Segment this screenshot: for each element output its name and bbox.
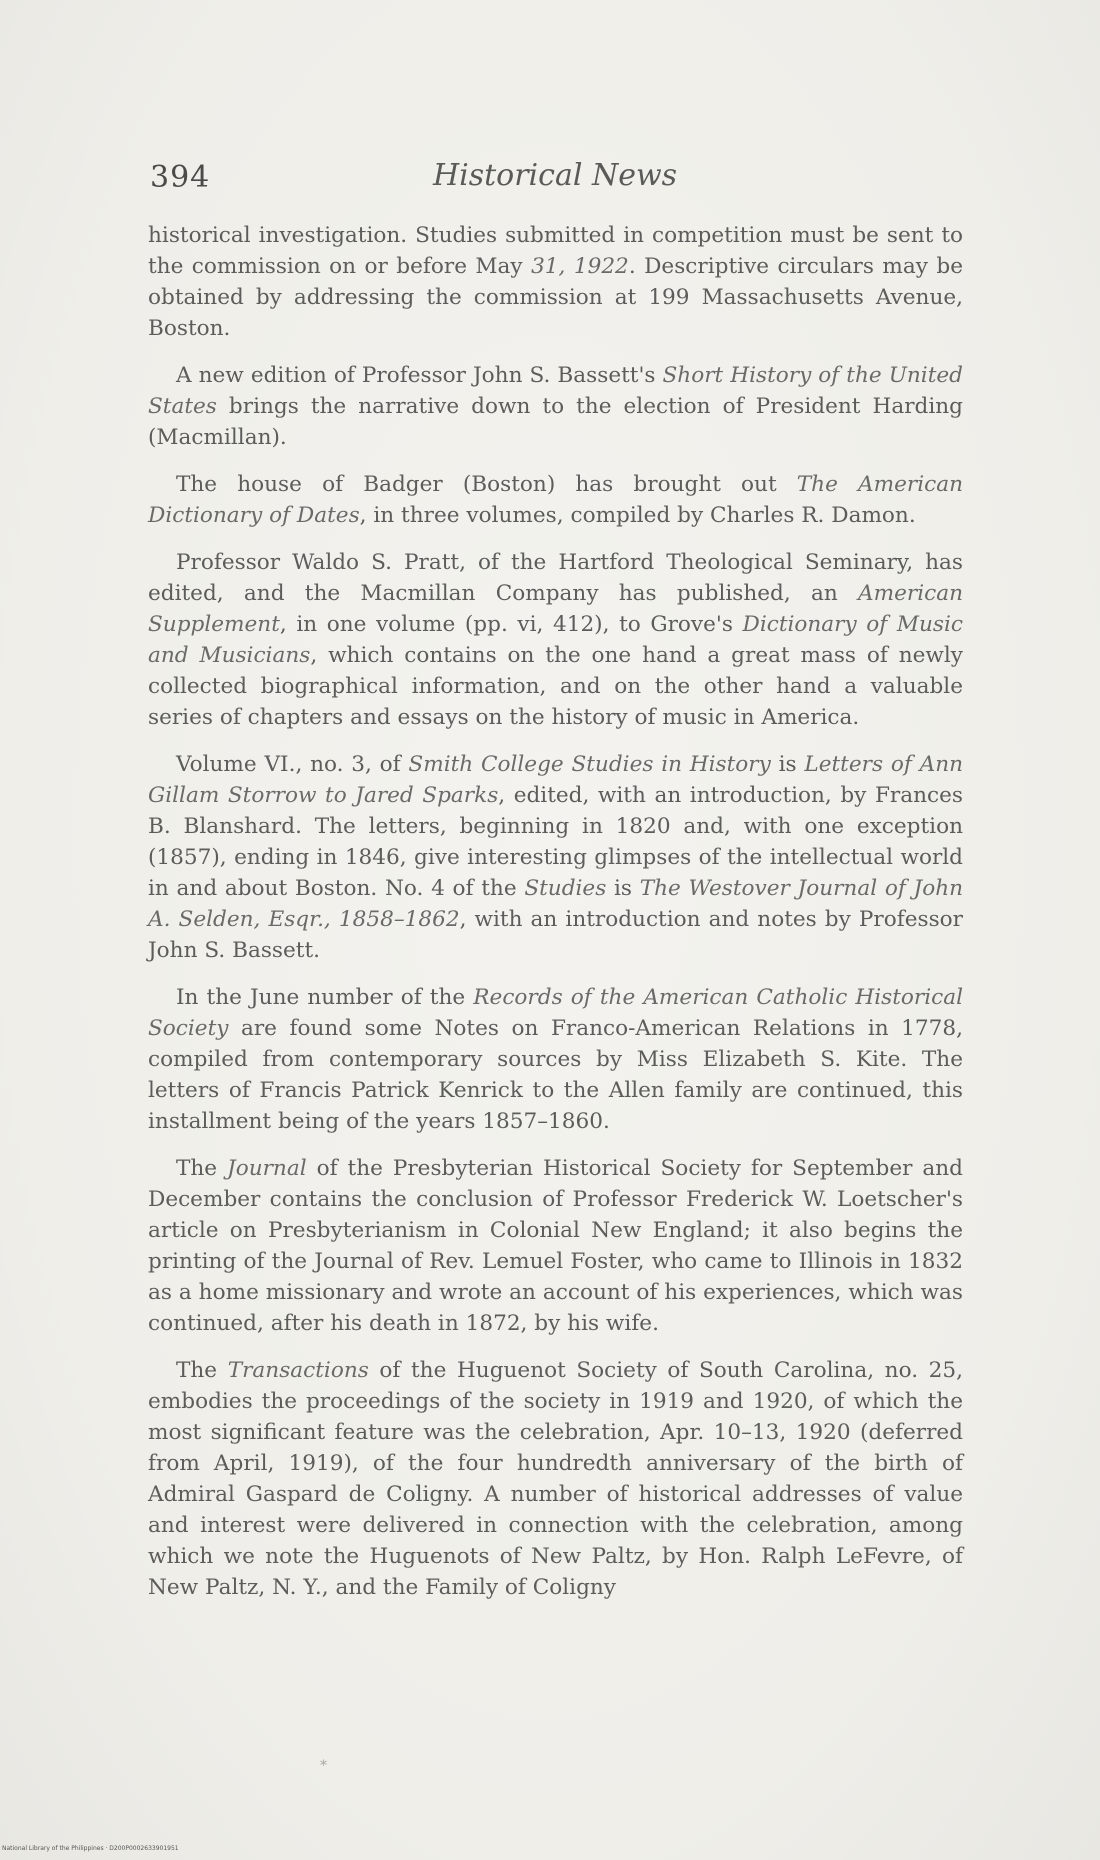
italic-title: Letters of Ann Gillam Storrow to Jared Sparks <box>148 752 964 808</box>
text-run: The <box>176 1156 228 1181</box>
page-header <box>150 158 960 198</box>
paragraph <box>148 1153 963 1339</box>
text-run: brings the narrative down to the election of President Harding (Macmillan). <box>148 394 963 450</box>
italic-title: American Supplement <box>148 581 963 637</box>
text-run: The house of Badger (Boston) has brought out <box>176 472 797 497</box>
text-run: The <box>176 1358 228 1383</box>
italic-title: 31, 1922 <box>531 254 629 279</box>
text-run: of the Presbyterian Historical Society for September and December contains the conclusion of Professor Frederick W. Loetscher's article on Presbyterianism in Colonial New England; it also begins the printing of the Journal of Rev. Lemuel Foster, who came to Illinois in 1832 as a home missionary and wrote an account of his experiences, which was continued, after his death in 1872, by his wife. <box>148 1156 963 1336</box>
italic-title: Short History of the United States <box>148 363 963 419</box>
text-run: A new edition of Professor John S. Bassett's <box>176 363 663 388</box>
text-run: , edited, with an introduction, by Frances B. Blanshard. The letters, beginning in 1820 and, with one exception (1857), ending in 1846, give interesting glimpses of the intellectual world in and about Boston. No. 4 of the <box>148 783 963 901</box>
italic-title: Studies <box>524 876 607 901</box>
text-run: , which contains on the one hand a great mass of newly collected biographical information, and on the other hand a valuable series of chapters and essays on the history of music in America. <box>148 643 964 730</box>
paragraph <box>148 469 963 531</box>
text-run: Volume VI., no. 3, of <box>176 752 409 777</box>
italic-title: The Westover Journal of John A. Selden, Esqr., 1858–1862 <box>148 876 964 932</box>
text-run: is <box>770 752 805 777</box>
italic-title: Dictionary of Music and Musicians <box>148 612 963 668</box>
text-run: , in three volumes, compiled by Charles R. Damon. <box>359 503 916 528</box>
text-run: In the June number of the <box>176 985 474 1010</box>
italic-title: Transactions <box>227 1358 369 1383</box>
paragraph <box>148 360 963 453</box>
paragraph <box>148 220 963 344</box>
text-run: historical investigation. Studies submitted in competition must be sent to the commission on or before May <box>148 223 963 279</box>
paragraph <box>148 982 963 1137</box>
text-run: of the Huguenot Society of South Carolina, no. 25, embodies the proceedings of the society in 1919 and 1920, of which the most significant feature was the celebration, Apr. 10–13, 1920 (deferred from April, 1919), of the four hundredth anniversary of the birth of Admiral Gaspard de Coligny. A number of historical addresses of value and interest were delivered in connection with the celebration, among which we note the Huguenots of New Paltz, by Hon. Ralph LeFevre, of New Paltz, N. Y., and the Family of Coligny <box>148 1358 963 1600</box>
italic-title: Records of the American Catholic Historical Society <box>148 985 964 1041</box>
paragraph <box>148 547 963 733</box>
text-run: is <box>606 876 640 901</box>
page-number: 394 <box>150 160 211 195</box>
text-run: Professor Waldo S. Pratt, of the Hartford Theological Seminary, has edited, and the Macmillan Company has published, an <box>148 550 963 606</box>
text-run: . Descriptive circulars may be obtained by addressing the commission at 199 Massachusetts Avenue, Boston. <box>148 254 963 341</box>
text-run: are found some Notes on Franco-American Relations in 1778, compiled from contemporary sources by Miss Elizabeth S. Kite. The letters of Francis Patrick Kenrick to the Allen family are continued, this installment being of the years 1857–1860. <box>148 1016 963 1134</box>
running-title: Historical News <box>432 158 678 193</box>
scan-credit: National Library of the Philippines · D200P0002633901951 <box>2 1845 179 1852</box>
article-body <box>148 220 963 1619</box>
italic-title: Smith College Studies in History <box>408 752 771 777</box>
paragraph <box>148 1355 963 1603</box>
italic-title: The American Dictionary of Dates <box>148 472 963 528</box>
paragraph <box>148 749 963 966</box>
footer-mark: * <box>320 1758 327 1774</box>
text-run: , with an introduction and notes by Professor John S. Bassett. <box>148 907 964 963</box>
text-run: , in one volume (pp. vi, 412), to Grove's <box>279 612 743 637</box>
italic-title: Journal <box>227 1156 307 1181</box>
